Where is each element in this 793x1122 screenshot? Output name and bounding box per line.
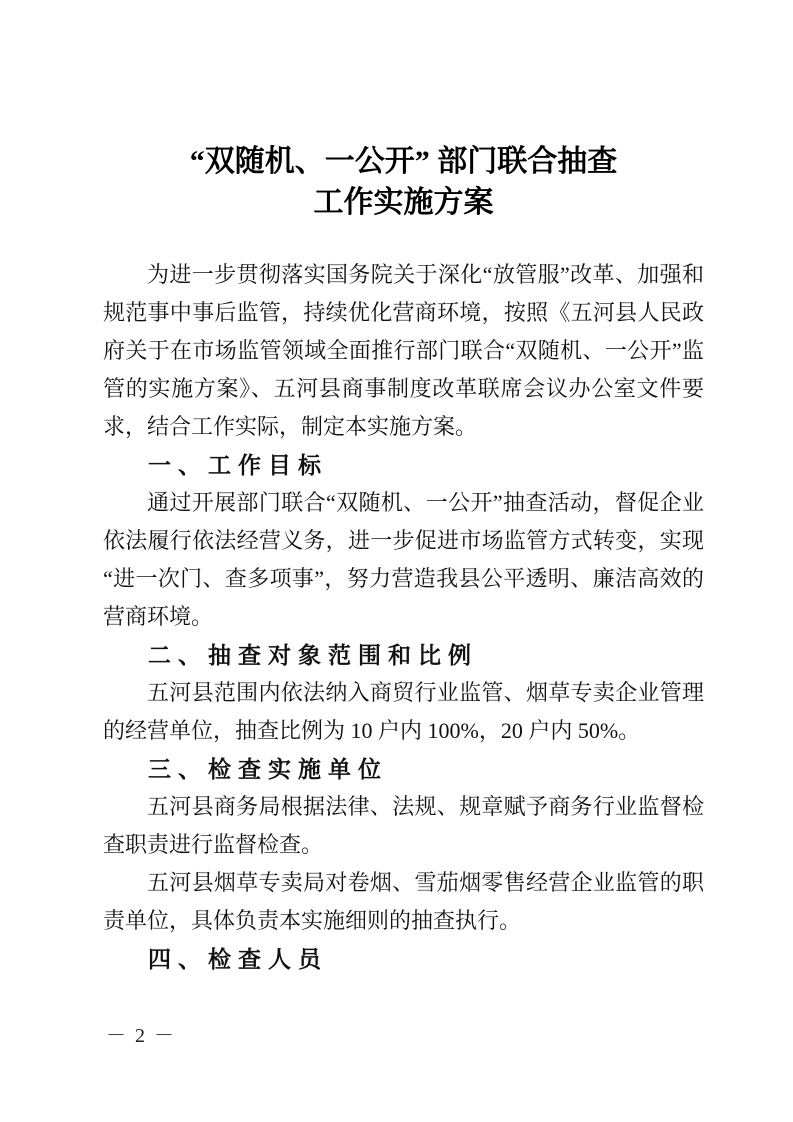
section-heading: 四、检查人员 — [148, 946, 328, 972]
document-title — [103, 141, 704, 223]
section-heading: 一、工作目标 — [148, 452, 328, 478]
page-number: － 2 － — [106, 1025, 176, 1047]
paragraph: 为进一步贯彻落实国务院关于深化“放管服”改革、加强和规范事中事后监管，持续优化营商环境，按照《五河县人民政府关于在市场监管领域全面推行部门联合“双随机、一公开”监管的实施方案》、五河县商事制度改革联席会议办公室文件要求，结合工作实际，制定本实施方案。 — [103, 262, 705, 439]
paragraph: 五河县商务局根据法律、法规、规章赋予商务行业监督检查职责进行监督检查。 — [103, 794, 704, 857]
paragraph: 通过开展部门联合“双随机、一公开”抽查活动，督促企业依法履行依法经营义务，进一步促进市场监管方式转变，实现“进一次门、查多项事”，努力营造我县公平透明、廉洁高效的营商环境。 — [103, 490, 705, 629]
section-heading: 二、抽查对象范围和比例 — [148, 642, 478, 668]
section-heading: 三、检查实施单位 — [148, 756, 388, 782]
title-line-2: 工作实施方案 — [313, 186, 494, 219]
paragraph: 五河县烟草专卖局对卷烟、雪茄烟零售经营企业监管的职责单位，具体负责本实施细则的抽查执行。 — [103, 870, 704, 933]
paragraph: 五河县范围内依法纳入商贸行业监管、烟草专卖企业管理的经营单位，抽查比例为 10 户内 100%，20 户内 50%。 — [103, 680, 704, 743]
document-content — [103, 141, 704, 978]
title-line-1: “双随机、一公开” 部门联合抽查 — [189, 145, 618, 178]
document-body — [103, 256, 704, 978]
